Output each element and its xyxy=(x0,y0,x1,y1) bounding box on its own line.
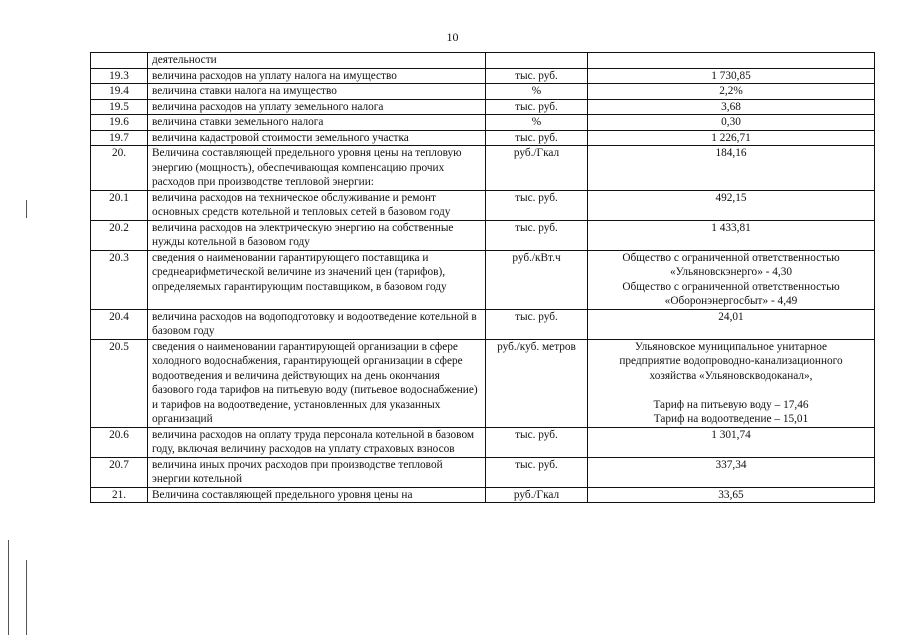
value-line: Ульяновское муниципальное унитарное xyxy=(634,340,828,353)
value-line: 1 226,71 xyxy=(711,131,751,144)
row-number xyxy=(91,53,148,69)
row-value xyxy=(588,457,875,487)
value-line: 1 301,74 xyxy=(711,428,751,441)
table-row xyxy=(91,487,875,503)
scan-mark-left-bottom-2 xyxy=(26,560,27,635)
row-description: величина расходов на уплату земельного налога xyxy=(148,99,486,115)
row-description: величина ставки земельного налога xyxy=(148,115,486,131)
value-line: «Оборонэнергосбыт» - 4,49 xyxy=(664,295,798,307)
scan-mark-left-bottom xyxy=(8,540,9,635)
row-description: величина расходов на водоподготовку и водоотведение котельной в базовом году xyxy=(148,309,486,339)
row-value xyxy=(588,146,875,191)
row-value xyxy=(588,309,875,339)
row-value xyxy=(588,487,875,503)
row-number: 20.5 xyxy=(91,339,148,427)
row-unit: руб./Гкал xyxy=(486,487,588,503)
value-line: «Ульяновскэнерго» - 4,30 xyxy=(669,266,793,278)
value-line: Общество с ограниченной ответственностью xyxy=(622,251,840,264)
tariff-parameters-table xyxy=(90,52,875,503)
row-value xyxy=(588,339,875,427)
row-unit xyxy=(486,53,588,69)
row-unit: тыс. руб. xyxy=(486,130,588,146)
value-line: 3,68 xyxy=(721,100,741,113)
value-line: 24,01 xyxy=(718,310,744,323)
row-unit: тыс. руб. xyxy=(486,427,588,457)
table-row xyxy=(91,115,875,131)
row-value xyxy=(588,99,875,115)
table-row xyxy=(91,99,875,115)
table-row xyxy=(91,339,875,427)
row-description: сведения о наименовании гарантирующего поставщика и среднеарифметической величине из значений цен (тарифов), определяемых гарантирующим поставщиком, в базовом году xyxy=(148,250,486,309)
table-row xyxy=(91,250,875,309)
row-description: Величина составляющей предельного уровня цены на xyxy=(148,487,486,503)
table-row xyxy=(91,190,875,220)
table-row xyxy=(91,427,875,457)
row-number: 19.6 xyxy=(91,115,148,131)
row-description: величина ставки налога на имущество xyxy=(148,84,486,100)
table-row xyxy=(91,84,875,100)
row-number: 20.3 xyxy=(91,250,148,309)
value-line: хозяйства «Ульяновскводоканал», xyxy=(649,369,813,382)
row-number: 20. xyxy=(91,146,148,191)
row-description: величина расходов на электрическую энергию на собственные нужды котельной в базовом году xyxy=(148,220,486,250)
table-row xyxy=(91,130,875,146)
value-line: Общество с ограниченной ответственностью xyxy=(622,280,840,293)
row-unit: руб./Гкал xyxy=(486,146,588,191)
row-unit: тыс. руб. xyxy=(486,99,588,115)
table-row xyxy=(91,146,875,191)
row-unit: тыс. руб. xyxy=(486,309,588,339)
value-line: Тариф на питьевую воду – 17,46 xyxy=(653,398,809,411)
row-value xyxy=(588,68,875,84)
row-number: 20.7 xyxy=(91,457,148,487)
page-number: 10 xyxy=(446,30,459,44)
value-line: Тариф на водоотведение – 15,01 xyxy=(653,413,809,425)
row-value xyxy=(588,427,875,457)
row-unit: % xyxy=(486,115,588,131)
row-description: величина иных прочих расходов при производстве тепловой энергии котельной xyxy=(148,457,486,487)
row-description: величина расходов на оплату труда персонала котельной в базовом году, включая величину расходов на уплату страховых взносов xyxy=(148,427,486,457)
row-value xyxy=(588,220,875,250)
row-number: 20.6 xyxy=(91,427,148,457)
row-number: 21. xyxy=(91,487,148,503)
value-line xyxy=(592,383,870,398)
row-number: 20.1 xyxy=(91,190,148,220)
value-line: 184,16 xyxy=(715,147,747,159)
row-value xyxy=(588,190,875,220)
row-value xyxy=(588,130,875,146)
row-description: величина расходов на техническое обслуживание и ремонт основных средств котельной и тепловых сетей в базовом году xyxy=(148,190,486,220)
row-number: 19.5 xyxy=(91,99,148,115)
row-description: деятельности xyxy=(148,53,486,69)
value-line: 337,34 xyxy=(715,458,747,471)
scan-mark-left-top xyxy=(26,200,27,218)
row-value xyxy=(588,53,875,69)
row-unit: тыс. руб. xyxy=(486,68,588,84)
row-unit: руб./кВт.ч xyxy=(486,250,588,309)
row-value xyxy=(588,84,875,100)
table-row xyxy=(91,457,875,487)
row-number: 19.7 xyxy=(91,130,148,146)
row-description: величина расходов на уплату налога на имущество xyxy=(148,68,486,84)
row-description: сведения о наименовании гарантирующей организации в сфере холодного водоснабжения, гарантирующей организации в сфере водоотведения и величина действующих на день окончания базового года тарифов на питьевую воду (питьевое водоснабжение) и тарифов на водоотведение, установленных для указанных организаций xyxy=(148,339,486,427)
row-number: 20.2 xyxy=(91,220,148,250)
row-value xyxy=(588,115,875,131)
value-line: 492,15 xyxy=(715,191,747,204)
row-value xyxy=(588,250,875,309)
table-row xyxy=(91,53,875,69)
table-row xyxy=(91,309,875,339)
row-description: Величина составляющей предельного уровня цены на тепловую энергию (мощность), обеспечивающая компенсацию прочих расходов при производстве тепловой энергии: xyxy=(148,146,486,191)
row-unit: тыс. руб. xyxy=(486,457,588,487)
table-row xyxy=(91,220,875,250)
row-number: 20.4 xyxy=(91,309,148,339)
value-line: 1 730,85 xyxy=(711,69,751,82)
value-line: 33,65 xyxy=(718,488,744,501)
row-unit: тыс. руб. xyxy=(486,190,588,220)
value-line: 1 433,81 xyxy=(711,221,751,234)
table-row xyxy=(91,68,875,84)
row-description: величина кадастровой стоимости земельного участка xyxy=(148,130,486,146)
row-unit: тыс. руб. xyxy=(486,220,588,250)
row-unit: % xyxy=(486,84,588,100)
value-line: 0,30 xyxy=(721,116,741,128)
row-number: 19.4 xyxy=(91,84,148,100)
value-line: 2,2% xyxy=(719,85,743,97)
value-line: предприятие водопроводно-канализационного xyxy=(619,355,843,367)
row-number: 19.3 xyxy=(91,68,148,84)
row-unit: руб./куб. метров xyxy=(486,339,588,427)
